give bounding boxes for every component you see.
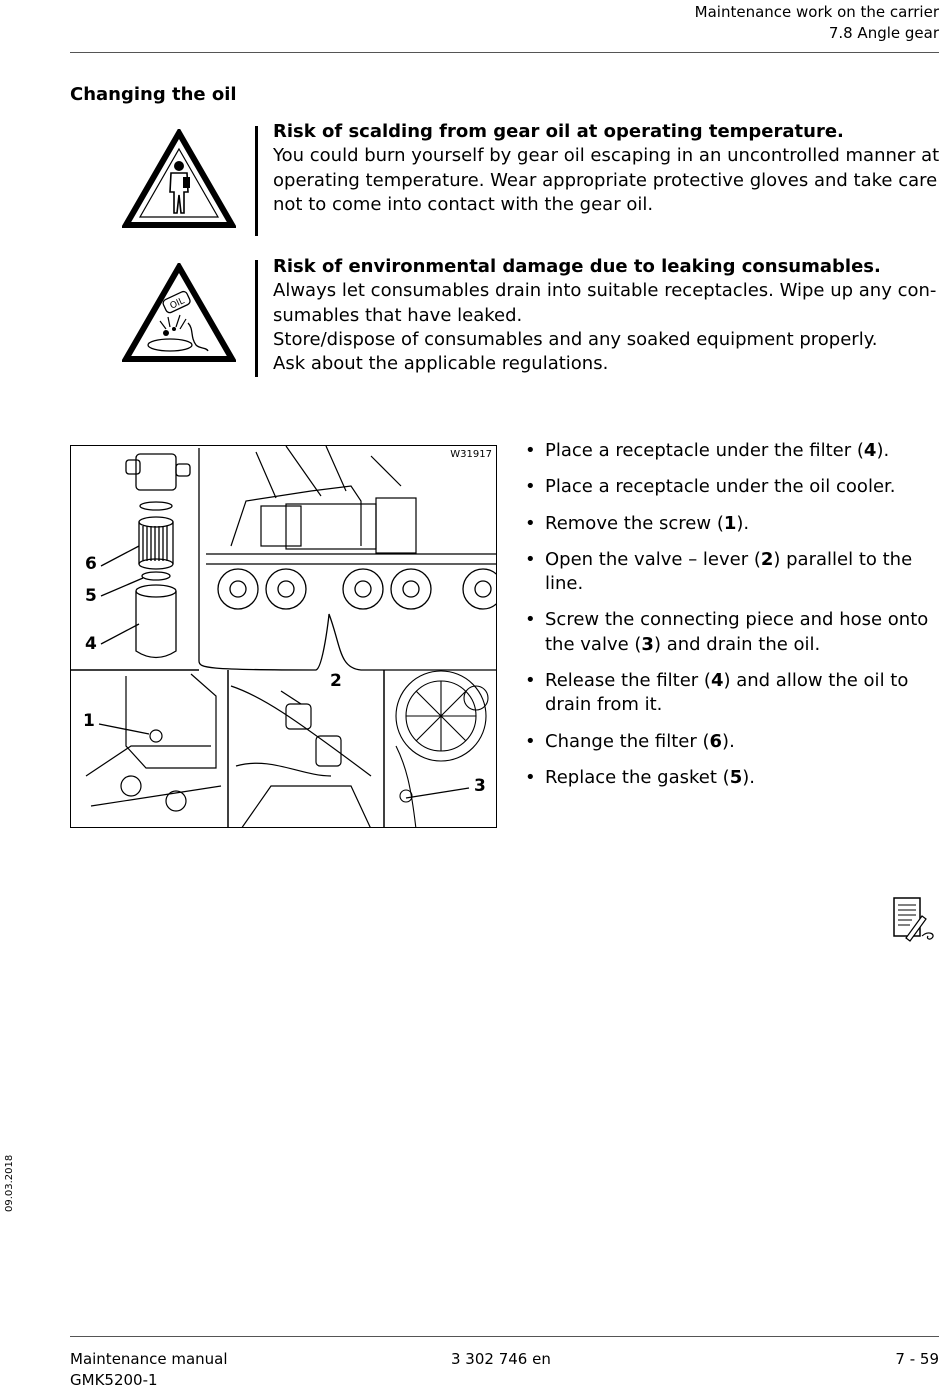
procedure-steps bbox=[525, 439, 945, 802]
callout-2: 2 bbox=[330, 671, 342, 691]
header-chapter: Maintenance work on the carrier bbox=[694, 3, 939, 21]
warning-body-line: sumables that have leaked. bbox=[273, 304, 523, 326]
header-section: 7.8 Angle gear bbox=[828, 24, 939, 42]
warning-title: Risk of environmental damage due to leaking consumables. bbox=[273, 256, 881, 277]
warning-body-line: Ask about the applicable regulations. bbox=[273, 353, 609, 375]
section-title: Changing the oil bbox=[70, 84, 237, 105]
warning-scalding bbox=[273, 120, 943, 217]
oil-label: OIL bbox=[168, 296, 187, 312]
callout-4: 4 bbox=[85, 634, 97, 654]
page-header bbox=[695, 2, 939, 44]
list-item: • Place a receptacle under the oil cooler. bbox=[525, 476, 896, 498]
print-date: 09.03.2018 bbox=[4, 1154, 15, 1212]
oil-environment-warning-icon bbox=[122, 263, 236, 367]
filter-assembly bbox=[126, 454, 190, 658]
callout-6: 6 bbox=[85, 554, 97, 574]
list-item: • Open the valve – lever (2) parallel to the line. bbox=[525, 548, 913, 595]
maintenance-figure bbox=[70, 445, 497, 828]
list-item: • Remove the screw (1). bbox=[525, 512, 750, 534]
hot-surface-warning-icon bbox=[122, 129, 236, 233]
figure-illustration bbox=[71, 446, 497, 828]
list-item: • Release the filter (4) and allow the oil to drain from it. bbox=[525, 670, 909, 716]
footer-manual: Maintenance manual bbox=[70, 1350, 228, 1368]
warning-body-line: Always let consumables drain into suitable receptacles. Wipe up any con- bbox=[273, 280, 937, 302]
figure-id: W31917 bbox=[450, 449, 492, 460]
callout-1: 1 bbox=[83, 711, 95, 731]
callout-3: 3 bbox=[474, 776, 486, 796]
warning-bar bbox=[255, 260, 258, 377]
warning-title: Risk of scalding from gear oil at operating temperature. bbox=[273, 121, 844, 142]
footer-manual-info bbox=[70, 1349, 228, 1391]
notes-document-icon bbox=[892, 896, 938, 946]
warning-environment bbox=[273, 255, 943, 376]
list-item: • Screw the connecting piece and hose onto the valve (3) and drain the oil. bbox=[525, 609, 929, 655]
list-item: • Place a receptacle under the filter (4). bbox=[525, 440, 890, 461]
warning-body-line: Store/dispose of consumables and any soaked equipment properly. bbox=[273, 328, 878, 350]
list-item: • Replace the gasket (5). bbox=[525, 766, 755, 788]
list-item: • Change the filter (6). bbox=[525, 730, 735, 752]
warning-bar bbox=[255, 126, 258, 236]
warning-body: You could burn yourself by gear oil escaping in an uncontrolled manner at operating temperature. Wear appropriate protective gloves and take care not to come into contact with the gear oil. bbox=[273, 145, 940, 215]
crane-wheels bbox=[218, 569, 497, 609]
callout-5: 5 bbox=[85, 586, 97, 606]
footer-rule bbox=[70, 1336, 939, 1337]
footer-model: GMK5200-1 bbox=[70, 1371, 158, 1389]
header-rule bbox=[70, 52, 939, 53]
footer-page-number: 7 - 59 bbox=[895, 1350, 939, 1368]
fan-detail bbox=[396, 671, 488, 828]
footer-doc-number: 3 302 746 en bbox=[451, 1350, 551, 1368]
